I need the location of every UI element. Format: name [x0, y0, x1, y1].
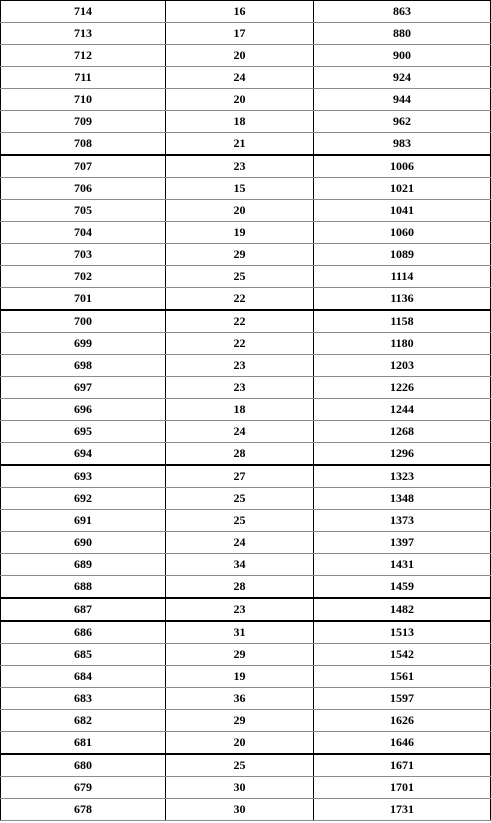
- count-cell: 22: [166, 310, 314, 333]
- count-cell: 27: [166, 465, 314, 488]
- score-cell: 695: [1, 421, 166, 443]
- cumulative-cell: 1268: [314, 421, 491, 443]
- count-cell: 25: [166, 266, 314, 288]
- score-cell: 709: [1, 111, 166, 133]
- score-cell: 692: [1, 488, 166, 510]
- cumulative-cell: 1482: [314, 598, 491, 621]
- table-row: [1, 377, 491, 399]
- count-cell: 30: [166, 777, 314, 799]
- count-cell: 20: [166, 200, 314, 222]
- table-row: [1, 644, 491, 666]
- table-row: [1, 310, 491, 333]
- score-cell: 690: [1, 532, 166, 554]
- score-cell: 698: [1, 355, 166, 377]
- score-cell: 711: [1, 67, 166, 89]
- table-row: [1, 178, 491, 200]
- cumulative-cell: 1348: [314, 488, 491, 510]
- count-cell: 25: [166, 510, 314, 532]
- score-cell: 713: [1, 23, 166, 45]
- score-cell: 681: [1, 732, 166, 755]
- table-row: [1, 200, 491, 222]
- count-cell: 34: [166, 554, 314, 576]
- cumulative-cell: 962: [314, 111, 491, 133]
- count-cell: 23: [166, 377, 314, 399]
- count-cell: 20: [166, 732, 314, 755]
- cumulative-cell: 863: [314, 1, 491, 23]
- cumulative-cell: 1114: [314, 266, 491, 288]
- cumulative-cell: 1296: [314, 443, 491, 466]
- score-cell: 687: [1, 598, 166, 621]
- cumulative-cell: 1373: [314, 510, 491, 532]
- score-cell: 693: [1, 465, 166, 488]
- table-row: [1, 244, 491, 266]
- score-cell: 714: [1, 1, 166, 23]
- cumulative-cell: 944: [314, 89, 491, 111]
- count-cell: 25: [166, 488, 314, 510]
- score-cell: 706: [1, 178, 166, 200]
- table-row: [1, 45, 491, 67]
- count-cell: 28: [166, 576, 314, 599]
- score-cell: 712: [1, 45, 166, 67]
- count-cell: 24: [166, 532, 314, 554]
- score-cell: 680: [1, 754, 166, 777]
- cumulative-cell: 1542: [314, 644, 491, 666]
- score-cell: 697: [1, 377, 166, 399]
- count-cell: 19: [166, 666, 314, 688]
- table-row: [1, 510, 491, 532]
- cumulative-cell: 1244: [314, 399, 491, 421]
- count-cell: 28: [166, 443, 314, 466]
- table-row: [1, 799, 491, 821]
- table-row: [1, 576, 491, 599]
- score-cell: 689: [1, 554, 166, 576]
- table-row: [1, 266, 491, 288]
- count-cell: 23: [166, 155, 314, 178]
- table-row: [1, 23, 491, 45]
- cumulative-cell: 1431: [314, 554, 491, 576]
- count-cell: 21: [166, 133, 314, 156]
- cumulative-cell: 1180: [314, 333, 491, 355]
- score-cell: 701: [1, 288, 166, 311]
- cumulative-cell: 1626: [314, 710, 491, 732]
- score-cell: 699: [1, 333, 166, 355]
- cumulative-cell: 1136: [314, 288, 491, 311]
- cumulative-cell: 1089: [314, 244, 491, 266]
- count-cell: 24: [166, 421, 314, 443]
- score-cell: 685: [1, 644, 166, 666]
- count-cell: 36: [166, 688, 314, 710]
- cumulative-cell: 924: [314, 67, 491, 89]
- score-cell: 678: [1, 799, 166, 821]
- table-row: [1, 532, 491, 554]
- count-cell: 15: [166, 178, 314, 200]
- count-cell: 23: [166, 598, 314, 621]
- table-row: [1, 155, 491, 178]
- table-row: [1, 688, 491, 710]
- cumulative-cell: 1731: [314, 799, 491, 821]
- count-cell: 29: [166, 710, 314, 732]
- score-cell: 691: [1, 510, 166, 532]
- table-row: [1, 1, 491, 23]
- table-row: [1, 222, 491, 244]
- cumulative-cell: 1513: [314, 621, 491, 644]
- score-cell: 694: [1, 443, 166, 466]
- table-row: [1, 288, 491, 311]
- table-row: [1, 732, 491, 755]
- score-cell: 696: [1, 399, 166, 421]
- count-cell: 31: [166, 621, 314, 644]
- score-cell: 684: [1, 666, 166, 688]
- count-cell: 29: [166, 644, 314, 666]
- table-body: [1, 1, 491, 821]
- table-row: [1, 67, 491, 89]
- table-row: [1, 777, 491, 799]
- score-cell: 707: [1, 155, 166, 178]
- cumulative-cell: 1646: [314, 732, 491, 755]
- count-cell: 17: [166, 23, 314, 45]
- cumulative-cell: 1226: [314, 377, 491, 399]
- score-cell: 702: [1, 266, 166, 288]
- cumulative-cell: 1021: [314, 178, 491, 200]
- count-cell: 30: [166, 799, 314, 821]
- table-row: [1, 666, 491, 688]
- cumulative-cell: 1561: [314, 666, 491, 688]
- count-cell: 24: [166, 67, 314, 89]
- cumulative-cell: 900: [314, 45, 491, 67]
- cumulative-cell: 1203: [314, 355, 491, 377]
- score-cell: 705: [1, 200, 166, 222]
- table-row: [1, 89, 491, 111]
- cumulative-cell: 1060: [314, 222, 491, 244]
- table-row: [1, 465, 491, 488]
- count-cell: 22: [166, 333, 314, 355]
- score-cell: 683: [1, 688, 166, 710]
- table-row: [1, 133, 491, 156]
- score-cell: 688: [1, 576, 166, 599]
- cumulative-cell: 880: [314, 23, 491, 45]
- table-row: [1, 554, 491, 576]
- table-row: [1, 754, 491, 777]
- score-cell: 710: [1, 89, 166, 111]
- table-row: [1, 443, 491, 466]
- score-cell: 703: [1, 244, 166, 266]
- cumulative-cell: 1671: [314, 754, 491, 777]
- cumulative-cell: 1701: [314, 777, 491, 799]
- score-cell: 686: [1, 621, 166, 644]
- count-cell: 20: [166, 45, 314, 67]
- score-cell: 679: [1, 777, 166, 799]
- cumulative-cell: 1041: [314, 200, 491, 222]
- score-cell: 708: [1, 133, 166, 156]
- table-row: [1, 355, 491, 377]
- table-row: [1, 333, 491, 355]
- table-row: [1, 488, 491, 510]
- cumulative-cell: 1158: [314, 310, 491, 333]
- score-cell: 700: [1, 310, 166, 333]
- count-cell: 22: [166, 288, 314, 311]
- table-row: [1, 598, 491, 621]
- table-row: [1, 710, 491, 732]
- cumulative-cell: 1323: [314, 465, 491, 488]
- score-cell: 682: [1, 710, 166, 732]
- count-cell: 19: [166, 222, 314, 244]
- cumulative-cell: 983: [314, 133, 491, 156]
- count-cell: 18: [166, 111, 314, 133]
- cumulative-cell: 1459: [314, 576, 491, 599]
- count-cell: 18: [166, 399, 314, 421]
- table-row: [1, 111, 491, 133]
- cumulative-cell: 1597: [314, 688, 491, 710]
- count-cell: 16: [166, 1, 314, 23]
- table-row: [1, 399, 491, 421]
- count-cell: 23: [166, 355, 314, 377]
- cumulative-cell: 1006: [314, 155, 491, 178]
- table-row: [1, 421, 491, 443]
- table-row: [1, 621, 491, 644]
- cumulative-cell: 1397: [314, 532, 491, 554]
- count-cell: 29: [166, 244, 314, 266]
- count-cell: 25: [166, 754, 314, 777]
- score-cell: 704: [1, 222, 166, 244]
- count-cell: 20: [166, 89, 314, 111]
